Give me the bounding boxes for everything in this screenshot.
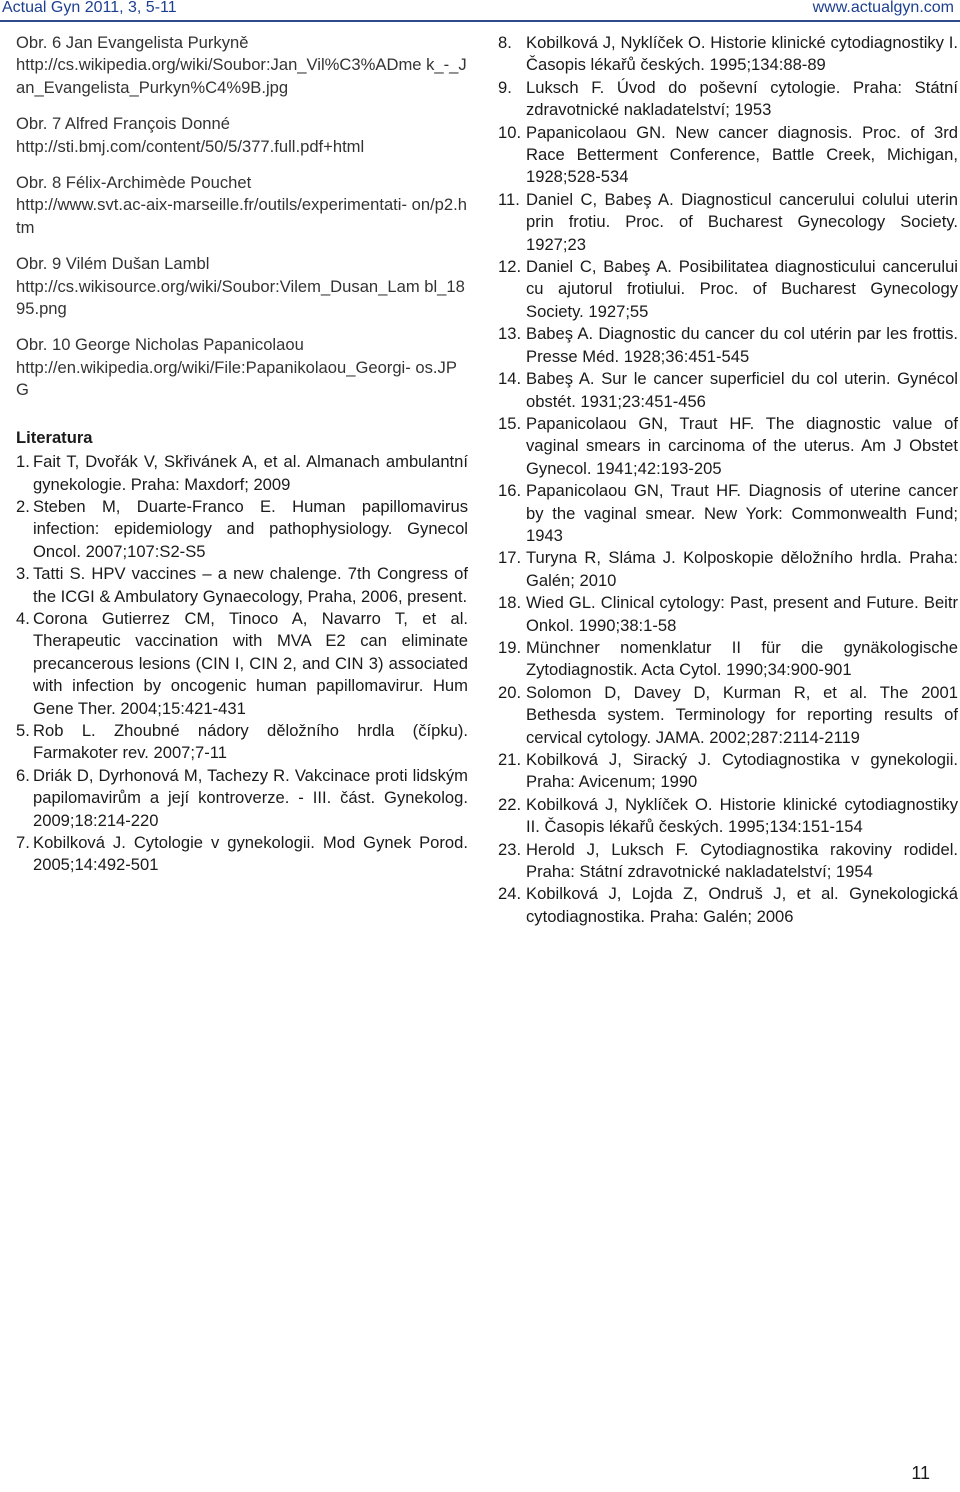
reference-number: 14. [498, 369, 522, 389]
reference-text: Turyna R, Sláma J. Kolposkopie děložního hrdla. Praha: Galén; 2010 [526, 548, 958, 590]
reference-text: Luksch F. Úvod do poševní cytologie. Praha: Státní zdravotnické nakladatelství; 1953 [526, 77, 958, 120]
page-number: 11 [911, 1463, 930, 1483]
literatura-heading: Literatura [16, 427, 93, 447]
page-header [0, 0, 960, 20]
reference-item [16, 451, 468, 496]
reference-text: Fait T, Dvořák V, Skřivánek A, et al. Almanach ambulantní gynekologie. Praha: Maxdorf; 2009 [33, 452, 468, 494]
right-column [498, 32, 958, 928]
figure-url[interactable]: http://cs.wikisource.org/wiki/Soubor:Vilem_Dusan_Lam bl_1895.png [16, 276, 465, 319]
reference-number: 21. [498, 750, 522, 769]
reference-item [498, 794, 958, 839]
reference-text: Rob L. Zhoubné nádory děložního hrdla (čípku). Farmakoter rev. 2007;7-11 [33, 720, 468, 763]
reference-number: 6. [16, 765, 30, 785]
reference-number: 16. [498, 481, 522, 501]
reference-item [498, 682, 958, 749]
reference-number: 19. [498, 637, 522, 657]
reference-text: Papanicolaou GN, Traut HF. Diagnosis of uterine cancer by the vaginal smear. New York: Commonwealth Fund; 1943 [526, 481, 958, 545]
reference-item [16, 832, 468, 877]
reference-number: 4. [16, 608, 30, 628]
figure-title: Obr. 10 George Nicholas Papanicolaou [16, 335, 304, 355]
reference-number: 3. [16, 564, 30, 584]
figure-title: Obr. 9 Vilém Dušan Lambl [16, 254, 210, 274]
reference-item [16, 563, 468, 608]
reference-item [498, 883, 958, 928]
reference-list-right [498, 32, 958, 928]
reference-text: Herold J, Luksch F. Cytodiagnostika rakoviny rodidel. Praha: Státní zdravotnické nakladatelství; 1954 [526, 839, 958, 882]
reference-text: Babeş A. Diagnostic du cancer du col utérin par les frottis. Presse Méd. 1928;36:451-545 [526, 324, 958, 366]
figure-title: Obr. 8 Félix-Archimède Pouchet [16, 173, 252, 193]
left-column [16, 32, 468, 877]
reference-number: 2. [16, 496, 30, 516]
reference-item [498, 189, 958, 256]
figure-title: Obr. 7 Alfred François Donné [16, 114, 230, 134]
reference-text: Corona Gutierrez CM, Tinoco A, Navarro T, et al. Therapeutic vaccination with MVA E2 can eliminate precancerous lesions (CIN I, CIN 2, and CIN 3) associated with infection by oncogenic human papillomavirur. Hum Gene Ther. 2004;15:421-431 [33, 608, 468, 718]
reference-number: 10. [498, 122, 522, 142]
reference-text: Kobilková J. Cytologie v gynekologii. Mod Gynek Porod. 2005;14:492-501 [33, 833, 468, 875]
reference-number: 7. [16, 833, 30, 852]
reference-item [16, 720, 468, 765]
reference-text: Tatti S. HPV vaccines – a new chalenge. 7th Congress of the ICGI & Ambulatory Gynaecology, Praha, 2006, present. [33, 564, 468, 606]
figure-credit [16, 334, 468, 401]
reference-text: Babeş A. Sur le cancer superficiel du col uterin. Gynécol obstét. 1931;23:451-456 [526, 369, 958, 411]
figure-url[interactable]: http://www.svt.ac-aix-marseille.fr/outils/experimentati- on/p2.htm [16, 195, 467, 237]
reference-number: 17. [498, 548, 522, 568]
reference-text: Kobilková J, Nyklíček O. Historie klinické cytodiagnostiky II. Časopis lékařů českých. 1995;134:151-154 [526, 794, 958, 837]
reference-item [498, 547, 958, 592]
reference-number: 13. [498, 324, 522, 344]
reference-text: Kobilková J, Siracký J. Cytodiagnostika v gynekologii. Praha: Avicenum; 1990 [526, 750, 958, 792]
figure-credit [16, 113, 468, 158]
reference-text: Daniel C, Babeş A. Diagnosticul cancerului colului uterin prin frotiu. Proc. of Bucharest Gynecology Society. 1927;23 [526, 189, 958, 254]
reference-text: Kobilková J, Lojda Z, Ondruš J, et al. Gynekologická cytodiagnostika. Praha: Galén; 2006 [526, 884, 958, 926]
reference-number: 20. [498, 682, 522, 702]
journal-website[interactable]: www.actualgyn.com [812, 0, 954, 16]
figure-credit [16, 253, 468, 320]
reference-item [498, 323, 958, 368]
reference-item [498, 839, 958, 884]
reference-item [498, 749, 958, 794]
reference-item [498, 480, 958, 547]
reference-item [498, 637, 958, 682]
reference-item [498, 256, 958, 323]
reference-item [498, 77, 958, 122]
reference-text: Solomon D, Davey D, Kurman R, et al. The 2001 Bethesda system. Terminology for reporting results of cervical cytology. JAMA. 2002;287:2114-2119 [526, 682, 958, 747]
figure-url[interactable]: http://en.wikipedia.org/wiki/File:Papanikolaou_Georgi- os.JPG [16, 357, 457, 400]
reference-item [16, 765, 468, 832]
reference-number: 11. [498, 189, 520, 209]
reference-number: 9. [498, 77, 512, 97]
figure-url[interactable]: http://sti.bmj.com/content/50/5/377.full.pdf+html [16, 136, 365, 156]
reference-number: 23. [498, 839, 522, 859]
reference-number: 5. [16, 720, 30, 740]
reference-item [498, 592, 958, 637]
reference-item [498, 32, 958, 77]
reference-number: 1. [16, 452, 30, 472]
reference-text: Daniel C, Babeş A. Posibilitatea diagnosticului cancerului cu ajutorul frotiului. Proc. of Bucharest Gynecology Society. 1927;55 [526, 257, 958, 321]
figure-url[interactable]: http://cs.wikipedia.org/wiki/Soubor:Jan_Vil%C3%ADme k_-_Jan_Evangelista_Purkyn%C4%9B.jpg [16, 55, 467, 97]
figure-credit [16, 32, 468, 99]
reference-item [498, 368, 958, 413]
figure-title: Obr. 6 Jan Evangelista Purkyně [16, 33, 249, 52]
header-rule [0, 20, 960, 22]
reference-text: Münchner nomenklatur II für die gynäkologische Zytodiagnostik. Acta Cytol. 1990;34:900-901 [526, 637, 958, 680]
reference-number: 15. [498, 413, 522, 433]
reference-list-left [16, 451, 468, 877]
reference-item [498, 122, 958, 189]
reference-number: 22. [498, 794, 522, 814]
reference-number: 18. [498, 593, 522, 613]
reference-text: Kobilková J, Nyklíček O. Historie klinické cytodiagnostiky I. Časopis lékařů českých. 1995;134:88-89 [526, 33, 958, 75]
reference-text: Papanicolaou GN. New cancer diagnosis. Proc. of 3rd Race Betterment Conference, Battle Creek, Michigan, 1928;528-534 [526, 122, 958, 187]
reference-text: Steben M, Duarte-Franco E. Human papillomavirus infection: epidemiology and pathophysiology. Gynecol Oncol. 2007;107:S2-S5 [33, 496, 468, 561]
reference-item [16, 496, 468, 563]
reference-item [498, 413, 958, 480]
reference-text: Driák D, Dyrhonová M, Tachezy R. Vakcinace proti lidským papilomavirům a její kontroverze. - III. část. Gynekolog. 2009;18:214-220 [33, 765, 468, 830]
reference-item [16, 608, 468, 720]
reference-number: 8. [498, 33, 512, 52]
reference-number: 12. [498, 257, 522, 277]
reference-number: 24. [498, 884, 522, 904]
journal-citation: Actual Gyn 2011, 3, 5-11 [2, 0, 177, 16]
reference-text: Papanicolaou GN, Traut HF. The diagnostic value of vaginal smears in carcinoma of the uterus. Am J Obstet Gynecol. 1941;42:193-205 [526, 413, 958, 478]
figure-credit [16, 172, 468, 239]
reference-text: Wied GL. Clinical cytology: Past, present and Future. Beitr Onkol. 1990;38:1-58 [526, 593, 958, 635]
